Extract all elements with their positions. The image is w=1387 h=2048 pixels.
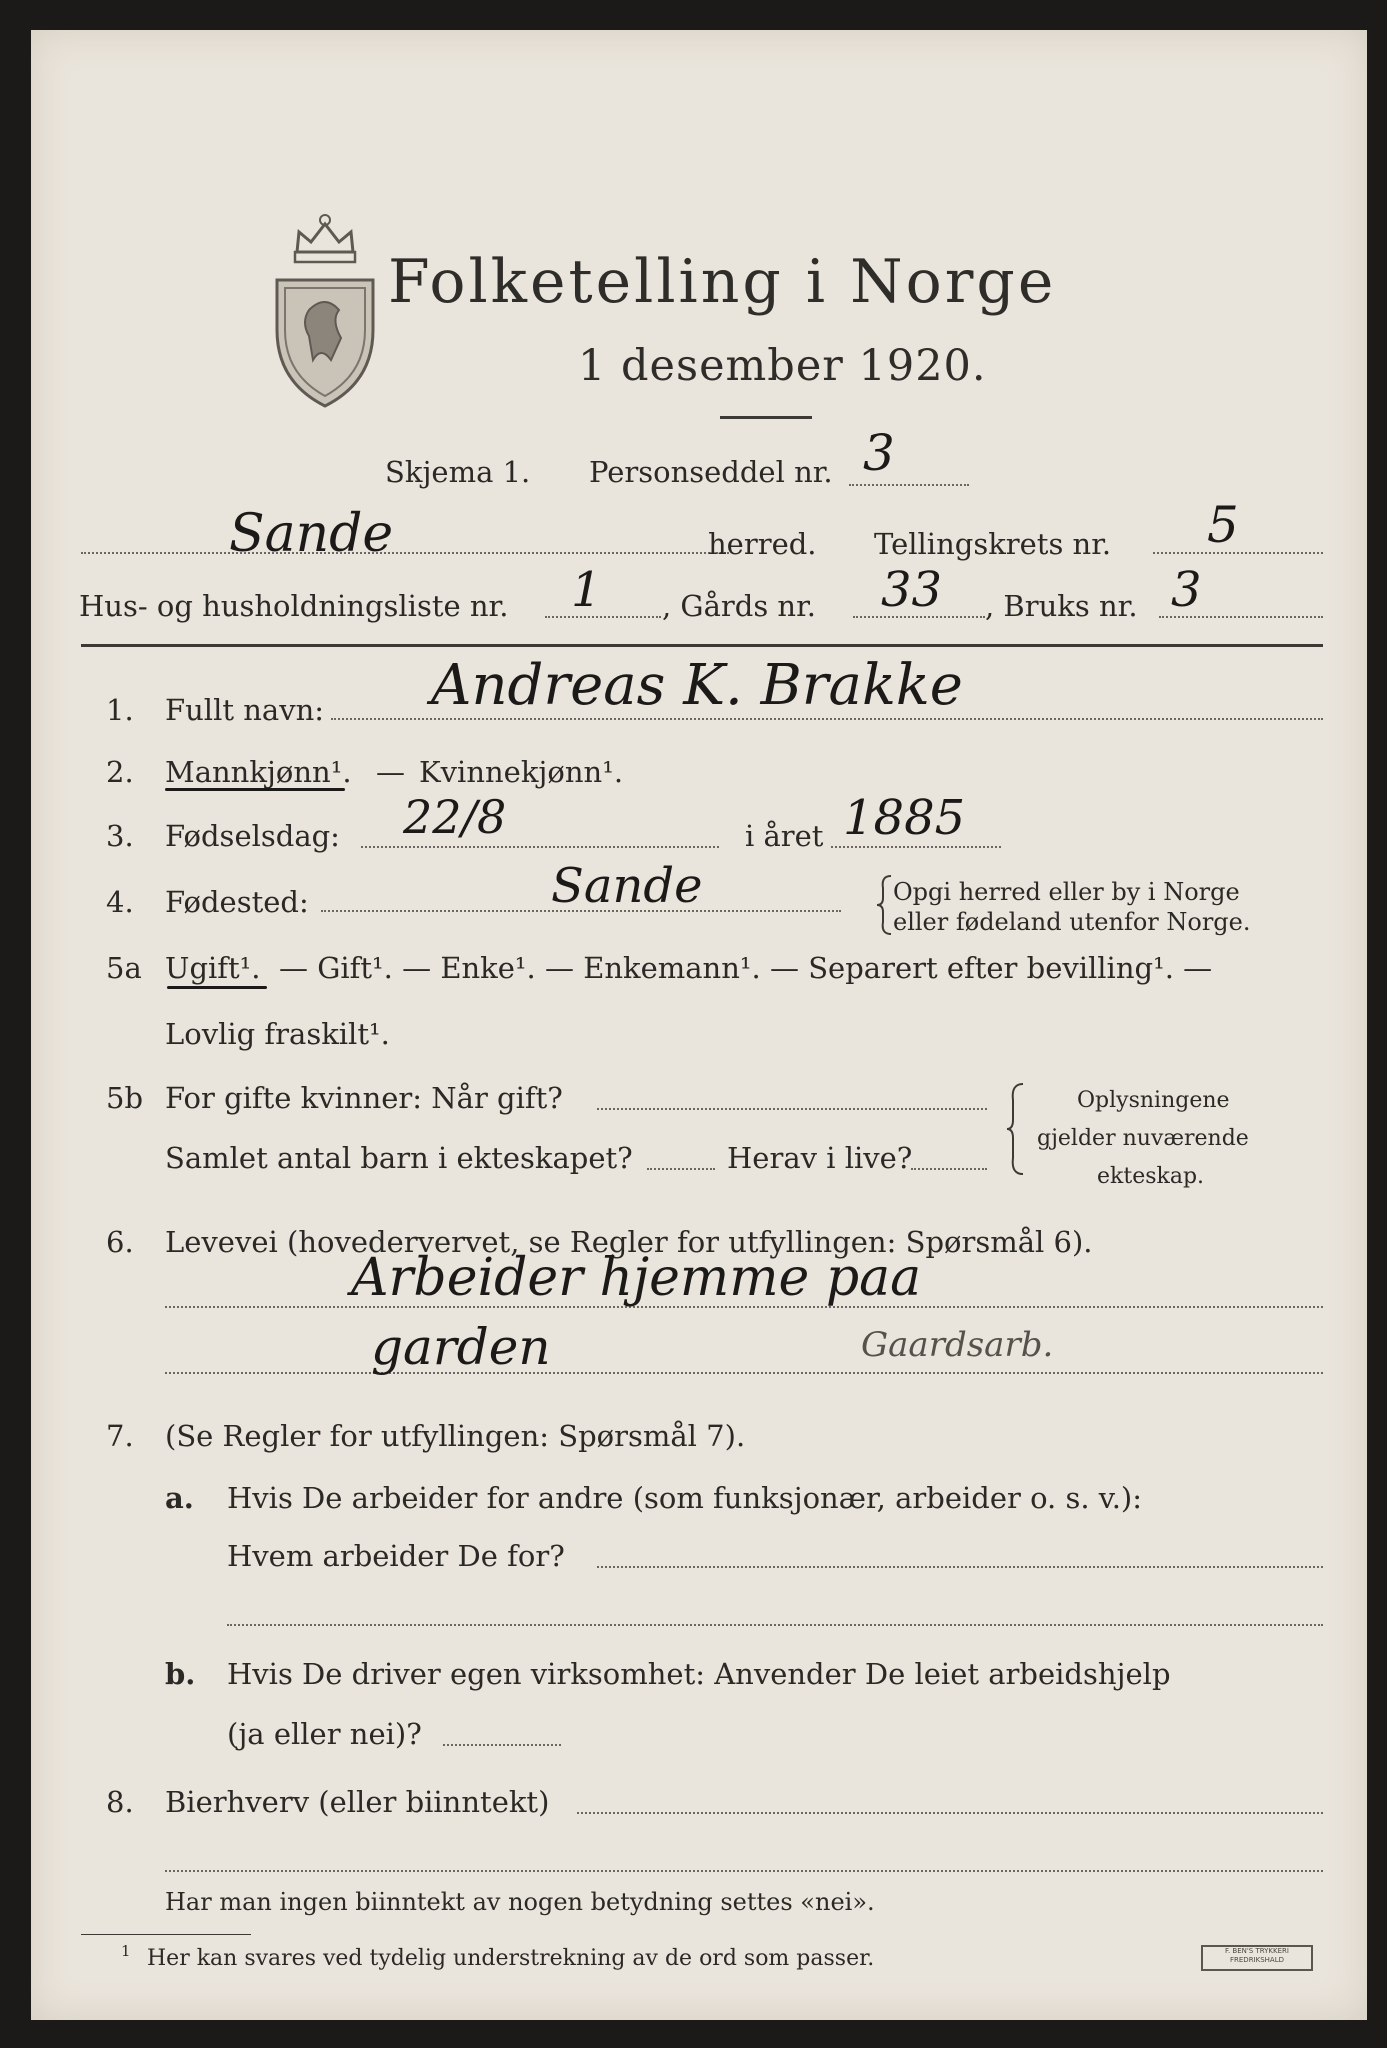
occupation-answer-2: garden bbox=[371, 1318, 551, 1376]
children-alive-field[interactable] bbox=[911, 1168, 987, 1170]
married-when-field[interactable] bbox=[597, 1108, 987, 1110]
form-title: Folketelling i Norge bbox=[388, 247, 1057, 317]
birthyear-value: 1885 bbox=[843, 790, 966, 846]
herred-field[interactable] bbox=[81, 552, 729, 554]
coat-of-arms-icon bbox=[269, 210, 381, 410]
bruks-value: 3 bbox=[1171, 562, 1202, 618]
children-total-field[interactable] bbox=[647, 1168, 715, 1170]
q7a-letter: a. bbox=[165, 1481, 194, 1515]
q4-number: 4. bbox=[106, 885, 134, 919]
full-name-label: Fullt navn: bbox=[165, 693, 325, 727]
brace-icon bbox=[1005, 1082, 1027, 1176]
occupation-answer-1: Arbeider hjemme paa bbox=[351, 1248, 922, 1308]
male-underline bbox=[165, 788, 345, 791]
footnote-text: Her kan svares ved tydelig understrekning av de ord som passer. bbox=[147, 1946, 875, 1971]
q3-number: 3. bbox=[106, 819, 134, 853]
printer-stamp-line2: FREDRIKSHALD bbox=[1229, 1956, 1284, 1964]
hired-help-label: (ja eller nei)? bbox=[227, 1717, 422, 1751]
footnote-mark: 1 bbox=[121, 1942, 131, 1960]
side-income-note: Har man ingen biinntekt av nogen betydning settes «nei». bbox=[165, 1888, 875, 1916]
birthdate-value: 22/8 bbox=[403, 790, 507, 844]
side-income-label: Bierhverv (eller biinntekt) bbox=[165, 1785, 550, 1819]
marriage-note-2: gjelder nuværende bbox=[1037, 1126, 1249, 1151]
birthplace-value: Sande bbox=[551, 858, 703, 914]
skjema-label: Skjema 1. bbox=[385, 455, 531, 489]
occupation-label: Levevei (hovedervervet, se Regler for utfyllingen: Spørsmål 6). bbox=[165, 1225, 1093, 1259]
personseddel-field[interactable] bbox=[849, 484, 969, 486]
lovlig-fraskilt-option[interactable]: Lovlig fraskilt¹. bbox=[165, 1017, 390, 1051]
birthdate-field[interactable] bbox=[361, 846, 719, 848]
census-date: 1 desember 1920. bbox=[578, 341, 987, 391]
occupation-annotation: Gaardsarb. bbox=[861, 1325, 1054, 1365]
q1-number: 1. bbox=[106, 693, 134, 727]
full-name-value: Andreas K. Brakke bbox=[431, 653, 963, 718]
brace-icon bbox=[875, 874, 895, 936]
gards-label: , Gårds nr. bbox=[662, 589, 816, 623]
q2-dash: — bbox=[376, 755, 405, 789]
gards-value: 33 bbox=[881, 562, 943, 618]
ugift-underline bbox=[167, 986, 267, 989]
header-divider bbox=[81, 644, 1323, 647]
q7b-text: Hvis De driver egen virksomhet: Anvender De leiet arbeidshjelp bbox=[227, 1657, 1171, 1691]
married-when-label: For gifte kvinner: Når gift? bbox=[165, 1081, 563, 1115]
printer-stamp bbox=[1201, 1945, 1313, 1971]
tellingskrets-value: 5 bbox=[1207, 496, 1239, 554]
herred-value: Sande bbox=[229, 504, 394, 564]
children-alive-label: Herav i live? bbox=[727, 1141, 913, 1175]
husholdningsliste-field[interactable] bbox=[545, 616, 661, 618]
q8-number: 8. bbox=[106, 1785, 134, 1819]
q7a-text: Hvis De arbeider for andre (som funksjonær, arbeider o. s. v.): bbox=[227, 1481, 1143, 1515]
side-income-field-1[interactable] bbox=[577, 1812, 1323, 1814]
marriage-note-3: ekteskap. bbox=[1097, 1164, 1205, 1189]
marriage-note-1: Oplysningene bbox=[1077, 1088, 1230, 1113]
tellingskrets-label: Tellingskrets nr. bbox=[874, 527, 1112, 561]
q2-number: 2. bbox=[106, 755, 134, 789]
husholdningsliste-value: 1 bbox=[571, 562, 602, 618]
ugift-option[interactable]: Ugift¹. bbox=[165, 951, 261, 985]
q7b-letter: b. bbox=[165, 1657, 196, 1691]
employer-label: Hvem arbeider De for? bbox=[227, 1539, 565, 1573]
title-divider bbox=[720, 416, 812, 419]
female-option[interactable]: Kvinnekjønn¹. bbox=[419, 755, 624, 789]
personseddel-label: Personseddel nr. bbox=[589, 455, 833, 489]
occupation-field-2[interactable] bbox=[165, 1372, 1323, 1374]
birthyear-label: i året bbox=[745, 819, 824, 853]
printer-stamp-line1: F. BEN'S TRYKKERI bbox=[1225, 1947, 1289, 1955]
q5a-number: 5a bbox=[106, 951, 142, 985]
birthdate-label: Fødselsdag: bbox=[165, 819, 340, 853]
hired-help-field[interactable] bbox=[443, 1744, 561, 1746]
employer-field-1[interactable] bbox=[597, 1566, 1323, 1568]
birthplace-note-1: Opgi herred eller by i Norge bbox=[893, 878, 1240, 906]
birthplace-note-2: eller fødeland utenfor Norge. bbox=[893, 908, 1251, 936]
side-income-field-2[interactable] bbox=[165, 1870, 1323, 1872]
full-name-field[interactable] bbox=[331, 718, 1323, 720]
q6-number: 6. bbox=[106, 1225, 134, 1259]
q7-label: (Se Regler for utfyllingen: Spørsmål 7). bbox=[165, 1419, 746, 1453]
bruks-label: , Bruks nr. bbox=[985, 589, 1138, 623]
birthplace-label: Fødested: bbox=[165, 885, 309, 919]
employer-field-2[interactable] bbox=[227, 1624, 1323, 1626]
q5b-number: 5b bbox=[106, 1081, 144, 1115]
marital-options[interactable]: — Gift¹. — Enke¹. — Enkemann¹. — Separert efter bevilling¹. — bbox=[279, 951, 1213, 985]
male-option[interactable]: Mannkjønn¹. bbox=[165, 755, 352, 789]
herred-label: herred. bbox=[708, 527, 817, 561]
q7-number: 7. bbox=[106, 1419, 134, 1453]
census-form bbox=[31, 30, 1367, 2020]
children-total-label: Samlet antal barn i ekteskapet? bbox=[165, 1141, 633, 1175]
personseddel-value: 3 bbox=[863, 424, 895, 482]
birthyear-field[interactable] bbox=[831, 846, 1001, 848]
husholdningsliste-label: Hus- og husholdningsliste nr. bbox=[79, 589, 509, 623]
footnote-divider bbox=[81, 1934, 251, 1935]
